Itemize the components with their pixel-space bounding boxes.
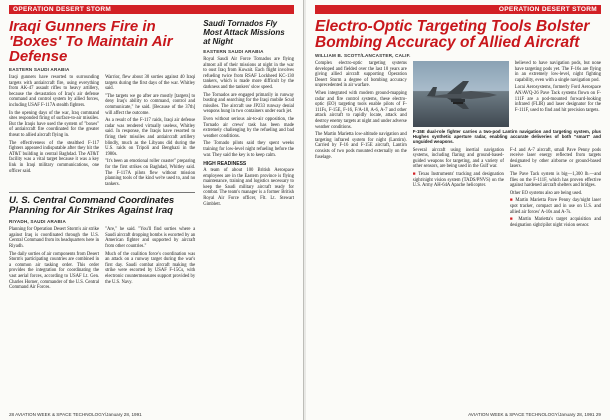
sidebar-headline: Saudi Tornados Fly Most Attack Missions at Night [203, 19, 285, 46]
bullet-icon: ■ [412, 171, 419, 177]
article-column-3 [510, 148, 601, 231]
body-paragraph: The daily sorties of air components from Desert Storm's participating countries are combined in a common air tasking order. This order provides the integration for coordinating the vast aerial forces, according to USAF Lt. Gen. Charles Horner, commander of the U.S. Central Command Air Forces. [9, 251, 100, 291]
photo-caption: F-15E dual-role fighter carries a two-pod Lantirn navigation and targeting system, plus Hughes synthetic aperture radar, enabling accurate deliveries of both "smart" and unguided weapons. [412, 129, 601, 145]
article-column-2 [413, 148, 504, 231]
body-paragraph: believed to have navigation pods, but none have targeting pods yet. The F-16s are flying in an extremely low-level, night fighting capability, even with a single navigation pod. [514, 61, 601, 83]
article-dateline: WILLIAM B. SCOTT/LANCASTER, CALIF. [315, 53, 411, 58]
fighter-jet-icon [423, 79, 499, 111]
sidebar-article [203, 14, 294, 293]
body-paragraph: Iraqi gunners have resorted to surrounding targets with antiaircraft fire, using everything from AK-47 assault rifles to heavy artillery, because the devastation of Iraq's air defense command and control system by allied forces, including USAF F-117A stealth fighters. [9, 75, 100, 108]
article-column-2 [105, 75, 195, 189]
article-column-1 [315, 61, 407, 230]
body-paragraph: Much of the coalition force's coordination was an attack on a runway target during the war's first day. Saudi combat aircraft making the strike were escorted by USAF F-15Cs, with electronic countermeasures support provided by the U.S. Navy. [105, 251, 196, 285]
bullet-icon: ■ [509, 217, 519, 223]
body-paragraph: Several aircraft using inertial navigation systems, including flaring and ground-based-guided weapons for targeting, and a variety of other sensors, are being used in the Gulf war. [412, 147, 504, 170]
body-paragraph: F-4 and A-7 aircraft, small Pave Penny pods receive laser energy reflected from targets designated by other airborne or ground-based lasers. [509, 147, 602, 170]
divider [9, 192, 195, 193]
second-article-dateline: RIYADH, SAUDI ARABIA [9, 219, 67, 225]
article-column-2-3 [413, 61, 601, 230]
body-paragraph: When integrated with modern ground-mapping radar and fire control systems, these electro-optic (EO) targeting tools enable pilots of F-111Fs, F-15E, F-16, F/A-18, A-6, A-7 and other attack aircraft to rapidly locate, attack and destroy enemy targets at night and under adverse weather conditions. [315, 90, 407, 130]
body-paragraph: The Pave Tack system is big—1,300 lb.—and flies on the F-111F, which has proven effective against hardened aircraft shelters and bridges. [509, 171, 602, 189]
second-article-column-2 [105, 227, 195, 293]
body-paragraph: "The targets we go after are mostly [targets] to deny Iraq's ability to command, control and communicate," he said. [Because of the 37th] will affect the outcome. [105, 93, 196, 116]
article-dateline: EASTERN SAUDI ARABIA [9, 67, 70, 72]
article-column-1 [9, 75, 99, 189]
body-paragraph: Even without serious air-to-air opposition, the Tornado air crews' task has been made extremely challenging by the refueling and bad weather conditions. [203, 116, 294, 139]
main-article [9, 14, 195, 293]
body-paragraph: Lorai Aerosystems, formerly Ford Aerospace AN/AVQ-26 Pave Tack systems flown on F-111F are a pod-mounted forward-looking infrared (FLIR) and laser designator for the F-111F, used to find and hit precision targets. [514, 85, 601, 113]
body-paragraph: "Are," he said. "You'll find sorties where a Saudi aircraft dropping bombs is escorted by an American fighter and supported by aircraft from other countries." [105, 227, 196, 250]
crosshead: HIGH READINESS [203, 161, 247, 168]
sidebar-dateline: EASTERN SAUDI ARABIA [203, 49, 264, 54]
body-paragraph: The Martin Marietta low-altitude navigation and targeting infrared system for night (Lantirn). Carried by F-16 and F-15E aircraft, Lantirn consists of two pods mounted externally on the fuselage. [315, 132, 407, 160]
body-paragraph: "It's been an emotional roller coaster" preparing for the first strikes on Baghdad, Whitley said. The F-117A pilots flew without mission planning tools of the kind we're used to, and no tankers. [105, 159, 196, 187]
body-paragraph: Warrior, flew about 30 sorties against 40 Iraqi targets during the first days of the war. Whitley said. [105, 75, 196, 92]
body-paragraph: A team of about 100 British Aerospace employees are in the Eastern province is flying maintenance, training and logistics necessary to keep the Saudi military aircraft ready for combat. The team's manager is a former British Royal Air Force officer, Flt. Lt. Stewart Gimblett. [203, 168, 294, 207]
bullet-icon: ■ [509, 198, 516, 204]
left-page [0, 0, 304, 420]
bullet-item: ■ Martin Marietta's target acquisition and designation sight/pilot night vision sensor. [509, 217, 602, 228]
bullet-item: ■ Martin Marietta Pave Penny day/night laser spot tracker, compact and in use on U.S. and allied air forces' A-10s and A-7s. [509, 198, 602, 215]
section-bar: OPERATION DESERT STORM [9, 5, 294, 14]
body-paragraph: Other EO systems also are being used. [509, 190, 583, 196]
body-paragraph: The Tornados are engaged primarily in runway busting and searching for the Iraqi mobile Scud missiles. The aircraft use JP233 runway denial weapons hung in two containers under each jet. [203, 92, 294, 115]
body-paragraph: Royal Saudi Air Force Tornados are flying almost all of their missions at night in the war to oust Iraq from Kuwait. Each flight involves refueling twice from RSAF Lockheed KC-130 tankers, which is made more difficult by the darkness and the tankers' slow speed. [203, 57, 294, 90]
second-article-headline: U. S. Central Command Coordinates Planning for Air Strikes Against Iraq [9, 195, 175, 217]
article-headline: Electro-Optic Targeting Tools Bolster Bombing Accuracy of Allied Aircraft [315, 18, 590, 51]
body-paragraph: As a result of the F-117 raids, Iraqi air defense radar was rendered virtually useless, Whitley said. In response, the Iraqis have resorted to firing their missiles and antiaircraft artillery blindly, much as the Libyans did during the U.S. raids on Tripoli and Benghazi in the 1980s. [105, 118, 196, 157]
bullet-item: ■ Texas Instruments' tracking and designation sight/night vision system (TADS/PNVS) on the U.S. Army AH-64A Apache helicopter. [412, 171, 504, 189]
body-paragraph: The Tornado pilots said they spent weeks training for low-level night refueling before the war. They said the key is to keep calm. [203, 141, 294, 158]
body-paragraph: Planning for Operation Desert Storm's air strike against Iraq is coordinated through the U.S. Central Command from its headquarters here in Riyadh. [9, 227, 100, 250]
body-paragraph: In the opening days of the war, Iraq command sites responded firing of surface-to-air missiles. But the Iraqis have used the system of "boxes" of antiaircraft fire coordinated for the greater threat to allied aircraft flying in. [9, 110, 100, 138]
body-paragraph: The effectiveness of the stealthed F-117 fighters appeared indisputable after they hit the AT&T building in central Baghdad. The AT&T facility was a vital target because it was a key link in Iraqi military communications, one officer said. [9, 140, 100, 174]
article-headline: Iraqi Gunners Fire in 'Boxes' To Maintain Air Defense [9, 18, 173, 65]
second-article-column-1 [9, 227, 99, 293]
body-paragraph: Complex electro-optic targeting systems developed and fielded over the last 10 years are giving allied aircraft supporting Operation Desert Storm a degree of bombing accuracy unprecedented in air warfare. [315, 61, 407, 89]
aircraft-photo [413, 61, 509, 127]
right-page [306, 0, 610, 420]
section-bar: OPERATION DESERT STORM [315, 5, 601, 14]
page-folio: 28 AVIATION WEEK & SPACE TECHNOLOGY/January 28, 1991 [9, 412, 142, 417]
page-folio: AVIATION WEEK & SPACE TECHNOLOGY/January 28, 1991 29 [468, 412, 601, 417]
